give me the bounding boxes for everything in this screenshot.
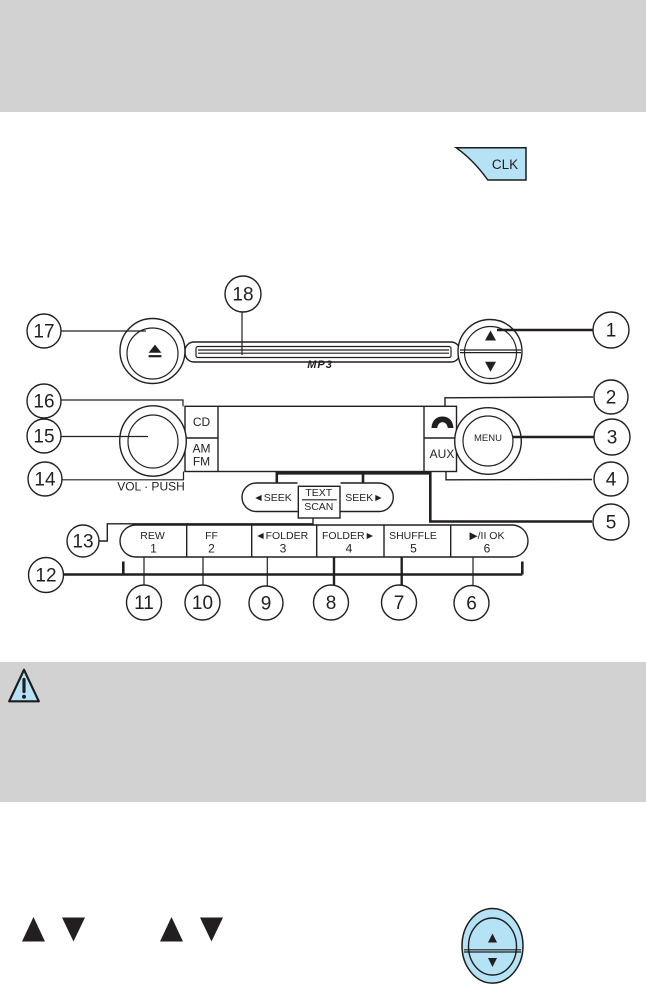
arrow-glyphs bbox=[15, 910, 230, 950]
svg-text:13: 13 bbox=[72, 531, 94, 553]
fm-band-label: FM bbox=[192, 454, 211, 469]
svg-text:6: 6 bbox=[466, 593, 477, 615]
svg-text:5: 5 bbox=[605, 512, 617, 534]
callout-3 bbox=[594, 419, 630, 455]
am-band-label: AM bbox=[192, 441, 211, 456]
svg-text:17: 17 bbox=[33, 321, 55, 343]
key-folder-left-label: ◄FOLDER bbox=[255, 530, 309, 542]
key-shuffle-label: SHUFFLE bbox=[389, 530, 437, 542]
cd-button-label: CD bbox=[192, 415, 211, 429]
svg-text:4: 4 bbox=[605, 469, 617, 491]
tune-updown-button-icon bbox=[455, 902, 530, 985]
svg-text:2: 2 bbox=[605, 387, 617, 409]
svg-text:16: 16 bbox=[33, 391, 55, 413]
callout-6 bbox=[454, 586, 489, 621]
svg-text:18: 18 bbox=[232, 284, 254, 306]
callout-5 bbox=[593, 504, 629, 540]
key-shuffle-number: 5 bbox=[410, 541, 417, 556]
svg-text:12: 12 bbox=[35, 565, 57, 587]
svg-text:10: 10 bbox=[191, 593, 214, 614]
svg-text:7: 7 bbox=[393, 593, 405, 614]
clk-reference-icon bbox=[450, 138, 535, 186]
callout-9 bbox=[249, 586, 283, 620]
key-rew-label: REW bbox=[140, 530, 165, 542]
svg-text:3: 3 bbox=[606, 427, 618, 449]
clk-label: CLK bbox=[491, 157, 519, 172]
key-ff-label: FF bbox=[205, 530, 218, 542]
key-play-ok-number: 6 bbox=[483, 541, 491, 556]
svg-text:1: 1 bbox=[605, 320, 617, 342]
callout-10 bbox=[185, 585, 220, 620]
down-arrow-glyph-2 bbox=[200, 918, 223, 942]
key-play-ok-label: ▶/II OK bbox=[469, 530, 505, 542]
svg-text:8: 8 bbox=[325, 593, 337, 614]
down-arrow-glyph-1 bbox=[62, 918, 85, 942]
up-arrow-glyph-2 bbox=[160, 917, 183, 942]
eject-button-illustration bbox=[120, 319, 185, 384]
faceplate-illustration bbox=[185, 406, 457, 471]
key-folder-left-number: 3 bbox=[279, 541, 287, 556]
menu-knob-label: MENU bbox=[474, 433, 502, 444]
callout-11 bbox=[127, 585, 162, 620]
warning-triangle-icon bbox=[6, 666, 44, 706]
key-rew-number: 1 bbox=[150, 541, 157, 556]
callout-17 bbox=[27, 314, 61, 348]
audio-unit-diagram bbox=[0, 265, 646, 625]
volume-knob-illustration bbox=[120, 406, 187, 476]
volume-knob-label: VOL · PUSH bbox=[117, 479, 185, 494]
mp3-format-label: MP3 bbox=[307, 359, 333, 371]
callout-8 bbox=[314, 585, 349, 620]
warning-band bbox=[0, 662, 646, 802]
scan-button-label: SCAN bbox=[304, 500, 334, 513]
svg-text:14: 14 bbox=[34, 469, 56, 491]
svg-text:15: 15 bbox=[33, 426, 55, 448]
key-folder-right-number: 4 bbox=[345, 541, 353, 556]
callout-2 bbox=[594, 380, 628, 414]
seek-left-label: ◄SEEK bbox=[253, 492, 292, 504]
callout-16 bbox=[27, 384, 61, 418]
svg-text:11: 11 bbox=[134, 593, 154, 614]
callout-18 bbox=[225, 276, 261, 312]
callout-13 bbox=[67, 525, 99, 557]
callout-7 bbox=[382, 585, 417, 620]
key-folder-right-label: FOLDER► bbox=[322, 530, 375, 542]
top-header-band bbox=[0, 0, 646, 112]
seek-right-label: SEEK► bbox=[345, 492, 384, 504]
text-button-label: TEXT bbox=[305, 487, 333, 499]
key-ff-number: 2 bbox=[208, 541, 215, 556]
callout-4 bbox=[594, 462, 628, 496]
callout-15 bbox=[27, 419, 61, 453]
svg-text:9: 9 bbox=[260, 593, 272, 615]
callout-1 bbox=[593, 312, 629, 348]
aux-label: AUX bbox=[429, 447, 455, 461]
callout-14 bbox=[28, 462, 62, 496]
callout-12 bbox=[29, 558, 64, 593]
up-arrow-glyph-1 bbox=[22, 917, 45, 942]
